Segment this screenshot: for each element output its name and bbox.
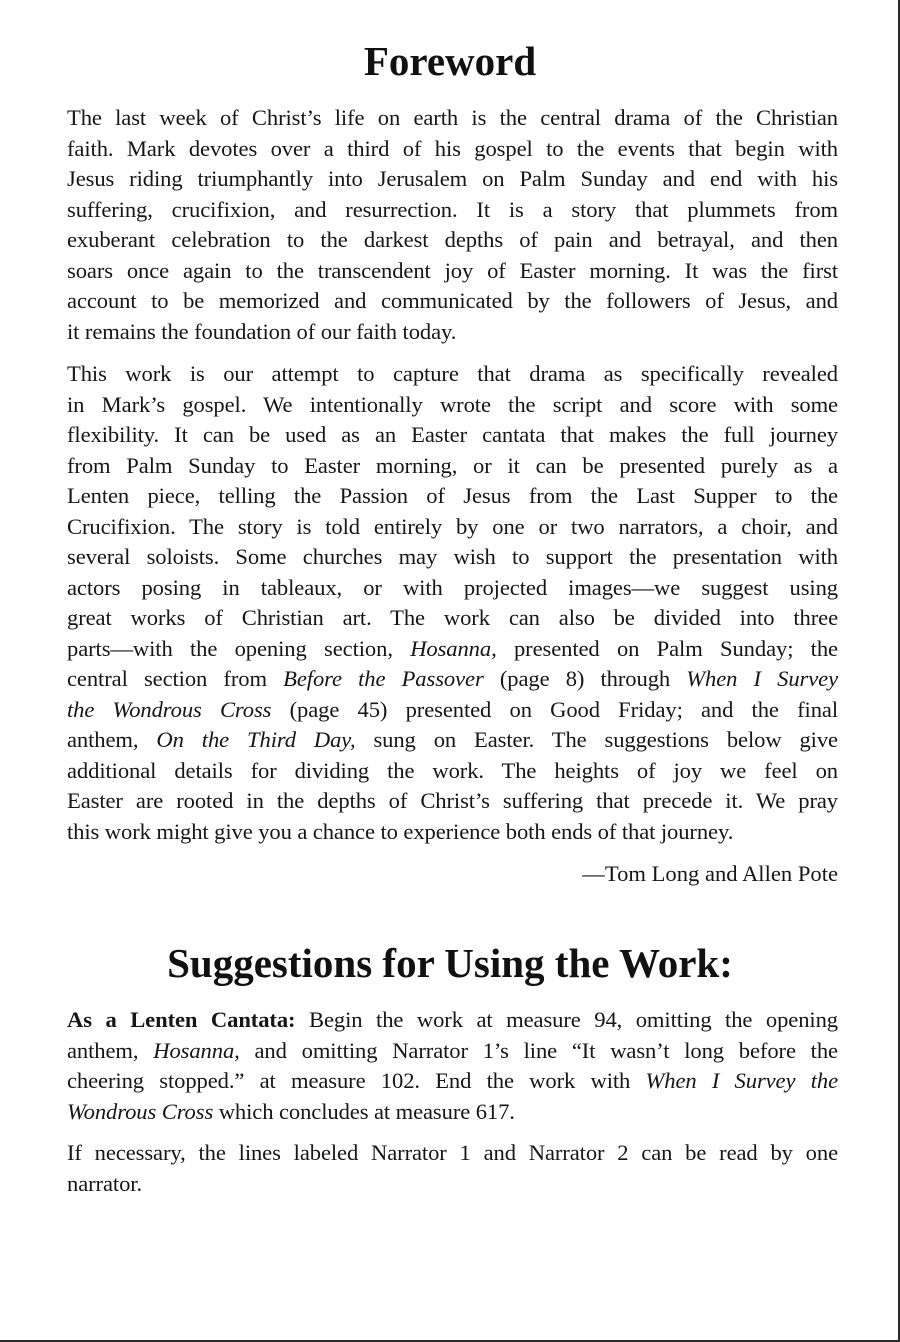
text-line: soars once again to the transcendent joy of Easter morning. It was the first [67,257,838,283]
text-line: flexibility. It can be used as an Easter cantata that makes the full journey [67,422,838,447]
text-line [67,695,838,726]
text-line: Lenten piece, telling the Passion of Jesus from the Last Supper to the [67,483,838,508]
suggestions-paragraph-2 [67,1138,838,1199]
foreword-paragraph-2 [67,359,838,847]
text-segment: Begin the work at measure 94, omitting the opening [295,1007,839,1032]
text-line [67,664,838,695]
text-line: additional details for dividing the work. The heights of joy we feel on [67,757,838,783]
text-line [67,1005,838,1036]
text-segment: which concludes at measure 617. [213,1098,515,1124]
work-title-wondrous-cross: the Wondrous Cross [67,696,272,722]
text-line: from Palm Sunday to Easter morning, or it can be presented purely as a [67,452,838,478]
foreword-paragraph-1 [67,103,838,347]
text-line: actors posing in tableaux, or with projected images—we suggest using [67,574,838,600]
text-line [67,634,838,665]
text-segment: (page 45) presented on Good Friday; and the final [271,696,838,722]
text-segment: presented on Palm Sunday; the [496,635,838,661]
text-line [67,1066,838,1097]
text-segment: parts—with the opening section, [67,635,411,661]
text-line: The last week of Christ’s life on earth is the central drama of the Christian [67,105,838,130]
text-line: Easter are rooted in the depths of Christ’s suffering that precede it. We pray [67,788,838,813]
work-title-before-the-passover: Before the Passover [283,666,484,691]
text-segment: cheering stopped.” at measure 102. End the work with [67,1068,646,1093]
suggestions-title: Suggestions for Using the Work: [167,940,733,986]
text-segment: and omitting Narrator 1’s line “It wasn’t long before the [239,1037,838,1063]
work-title-on-the-third-day: On the Third Day, [156,727,356,752]
foreword-title: Foreword [363,38,537,84]
text-line [67,725,838,756]
text-line: great works of Christian art. The work can also be divided into three [67,605,838,630]
work-title-hosanna: Hosanna, [153,1037,240,1063]
text-segment: anthem, [67,1037,154,1063]
text-segment: anthem, [67,727,157,752]
text-line: This work is our attempt to capture that drama as specifically revealed [67,361,838,386]
work-title-wondrous-cross: Wondrous Cross [67,1098,214,1124]
text-line: suffering, crucifixion, and resurrection. It is a story that plummets from [67,196,838,222]
text-line: faith. Mark devotes over a third of his gospel to the events that begin with [67,135,838,161]
work-title-when-i-survey: When I Survey the [645,1068,838,1093]
signature: —Tom Long and Allen Pote [582,861,838,886]
text-line: this work might give you a chance to experience both ends of that journey. [67,818,734,844]
text-line: Crucifixion. The story is told entirely by one or two narrators, a choir, and [67,513,838,539]
text-line: account to be memorized and communicated by the followers of Jesus, and [67,288,838,313]
text-line [67,1036,838,1067]
suggestions-paragraph-1 [67,1005,838,1127]
text-line: it remains the foundation of our faith today. [67,318,457,344]
text-line [67,1097,838,1128]
text-line: narrator. [67,1170,143,1196]
text-line: If necessary, the lines labeled Narrator 1 and Narrator 2 can be read by one [67,1140,838,1165]
text-line: in Mark’s gospel. We intentionally wrote the script and score with some [67,391,838,417]
text-line: exuberant celebration to the darkest depths of pain and betrayal, and then [67,227,838,252]
text-line: several soloists. Some churches may wish to support the presentation with [67,544,838,569]
work-title-when-i-survey: When I Survey [686,666,838,691]
text-segment: sung on Easter. The suggestions below give [355,727,838,752]
lenten-cantata-label: As a Lenten Cantata: [67,1007,296,1032]
text-segment: central section from [67,666,284,691]
text-segment: (page 8) through [483,666,687,691]
work-title-hosanna: Hosanna, [410,635,497,661]
text-line: Jesus riding triumphantly into Jerusalem on Palm Sunday and end with his [67,166,838,191]
